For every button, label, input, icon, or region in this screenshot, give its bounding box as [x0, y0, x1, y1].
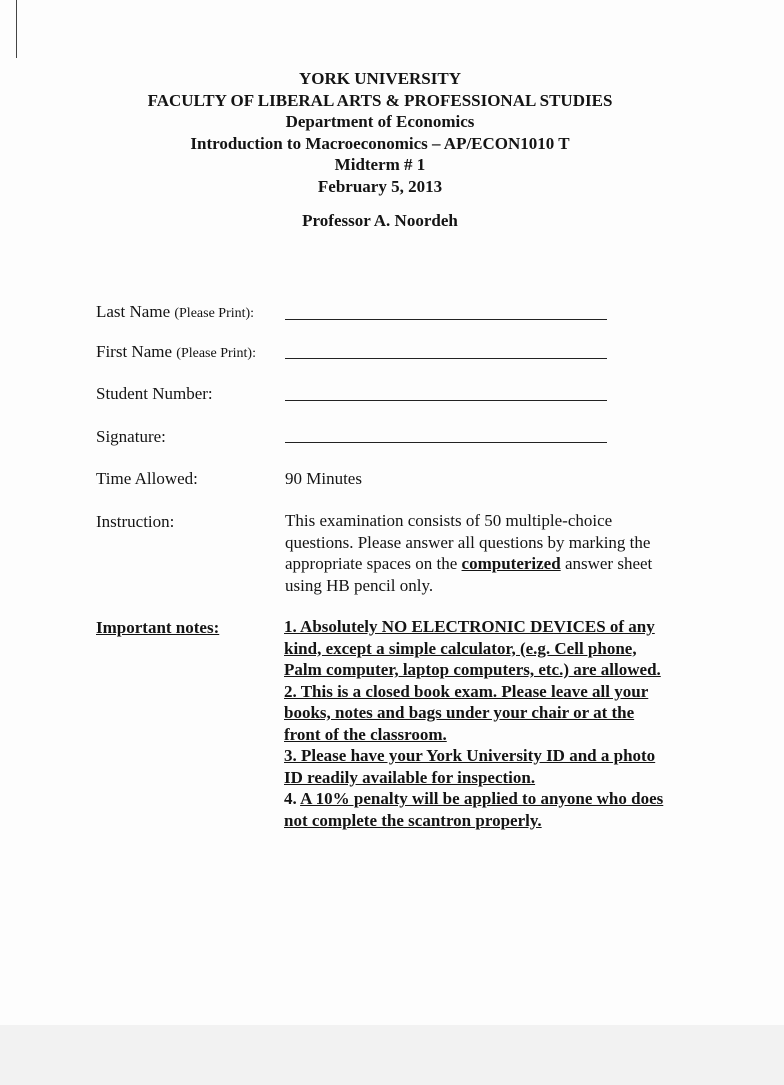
important-note-4-prefix: 4. [284, 789, 301, 808]
time-allowed-value: 90 Minutes [285, 469, 362, 488]
last-name-label [96, 301, 254, 324]
last-name-field[interactable] [285, 319, 607, 320]
exam-date: February 5, 2013 [317, 176, 443, 196]
professor-name: Professor A. Noordeh [302, 211, 458, 230]
instruction-text [285, 510, 665, 596]
student-number-field[interactable] [285, 400, 607, 401]
important-note-2: 2. This is a closed book exam. Please leave all your books, notes and bags under your chair or at the front of the classroom. [284, 681, 649, 744]
student-number-label: Student Number: [96, 384, 213, 403]
first-name-label-text: First Name [96, 342, 173, 361]
last-name-label-text: Last Name [96, 302, 171, 321]
signature-field[interactable] [285, 442, 607, 443]
instruction-emphasis: computerized [461, 554, 561, 573]
exam-title: Midterm # 1 [334, 155, 426, 174]
important-note-4-text: A 10% penalty will be applied to anyone who does not complete the scantron properly. [284, 789, 664, 830]
important-notes-list [284, 616, 669, 831]
important-note-1: 1. Absolutely NO ELECTRONIC DEVICES of any kind, except a simple calculator, (e.g. Cell phone, Palm computer, laptop computers, etc.) are allowed. [284, 617, 661, 679]
important-note-4 [284, 788, 669, 831]
instruction-text-after: answer sheet using HB pencil only. [285, 554, 653, 595]
faculty-name: FACULTY OF LIBERAL ARTS & PROFESSIONAL STUDIES [147, 90, 613, 110]
scan-bottom-band [0, 1025, 784, 1085]
important-notes-label: Important notes: [96, 618, 220, 637]
first-name-hint: (Please Print): [176, 346, 256, 361]
course-title: Introduction to Macroeconomics – AP/ECON1010 T [190, 133, 570, 153]
scan-edge-line [16, 0, 17, 58]
last-name-hint: (Please Print): [174, 306, 255, 321]
instruction-text-before: This examination consists of 50 multiple-choice questions. Please answer all questions by marking the appropriate spaces on the [285, 511, 651, 573]
exam-header [0, 68, 760, 232]
university-name: YORK UNIVERSITY [299, 69, 461, 88]
time-allowed-label: Time Allowed: [96, 469, 198, 488]
signature-label: Signature: [96, 427, 166, 446]
first-name-field[interactable] [285, 358, 607, 359]
instruction-label: Instruction: [96, 512, 175, 531]
important-note-3: 3. Please have your York University ID and a photo ID readily available for inspection. [284, 746, 656, 787]
first-name-label [96, 341, 256, 364]
department-name: Department of Economics [285, 112, 475, 131]
